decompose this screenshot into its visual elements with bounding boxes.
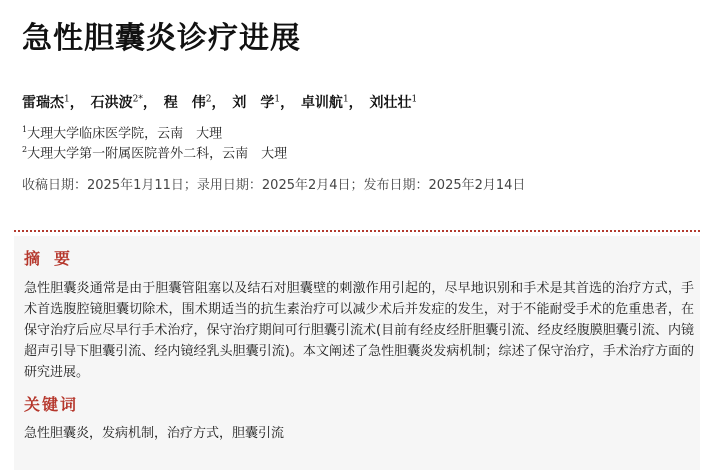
keywords-list: 急性胆囊炎，发病机制，治疗方式，胆囊引流 [24,426,285,441]
author [22,95,86,111]
affiliation-text: 大理大学临床医学院，云南 大理 [27,126,223,142]
author-name: 石洪波 [90,94,133,111]
author-affiliation-mark: 1 [342,94,349,104]
keywords-heading: 关键词 [24,395,79,414]
author-name: 刘壮壮 [369,94,412,111]
author [164,95,228,111]
author-name: 程 伟 [163,94,206,111]
author-name: 雷瑞杰 [22,94,64,111]
author-separator: ， [211,94,226,111]
publication-dates: 收稿日期：2025年1月11日；录用日期：2025年2月4日；发布日期：2025年2月14日 [22,178,526,193]
author-affiliation-mark: 2 [205,94,212,104]
abstract-body: 急性胆囊炎通常是由于胆囊管阻塞以及结石对胆囊壁的刺激作用引起的，尽早地识别和手术是其首选的治疗方式，手术首选腹腔镜胆囊切除术，围术期适当的抗生素治疗可以减少术后并发症的发生，对于不能耐受手术的危重患者，在保守治疗后应尽早行手术治疗，保守治疗期间可行胆囊引流术(目前有经皮经肝胆囊引流、经皮经腹膜胆囊引流、内镜超声引导下胆囊引流、经内镜经乳头胆囊引流)。本文阐述了急性胆囊炎发病机制；综述了保守治疗，手术治疗方面的研究进展。 [24,281,694,380]
author [91,95,159,111]
author-affiliation-mark: 1 [411,94,418,104]
author-name: 卓训航 [300,94,343,111]
author [232,95,296,111]
affiliation [22,121,222,143]
author-separator: ， [280,94,295,111]
author-list [22,88,419,114]
author-affiliation-mark: 2* [132,94,143,104]
paper-title: 急性胆囊炎诊疗进展 [22,21,301,56]
author-affiliation-mark: 1 [274,94,281,104]
abstract-heading: 摘要 [24,249,85,268]
author-separator: ， [348,94,363,111]
author [301,95,365,111]
section-divider [14,230,700,232]
author [370,95,420,111]
affiliation-text: 大理大学第一附属医院普外二科，云南 大理 [27,146,288,162]
affiliation-number: 1 [22,125,28,134]
affiliation [22,141,287,163]
affiliation-number: 2 [22,145,28,154]
author-separator: ， [69,94,84,111]
author-name: 刘 学 [232,94,275,111]
author-affiliation-mark: 1 [64,94,70,104]
author-separator: ， [142,94,157,111]
